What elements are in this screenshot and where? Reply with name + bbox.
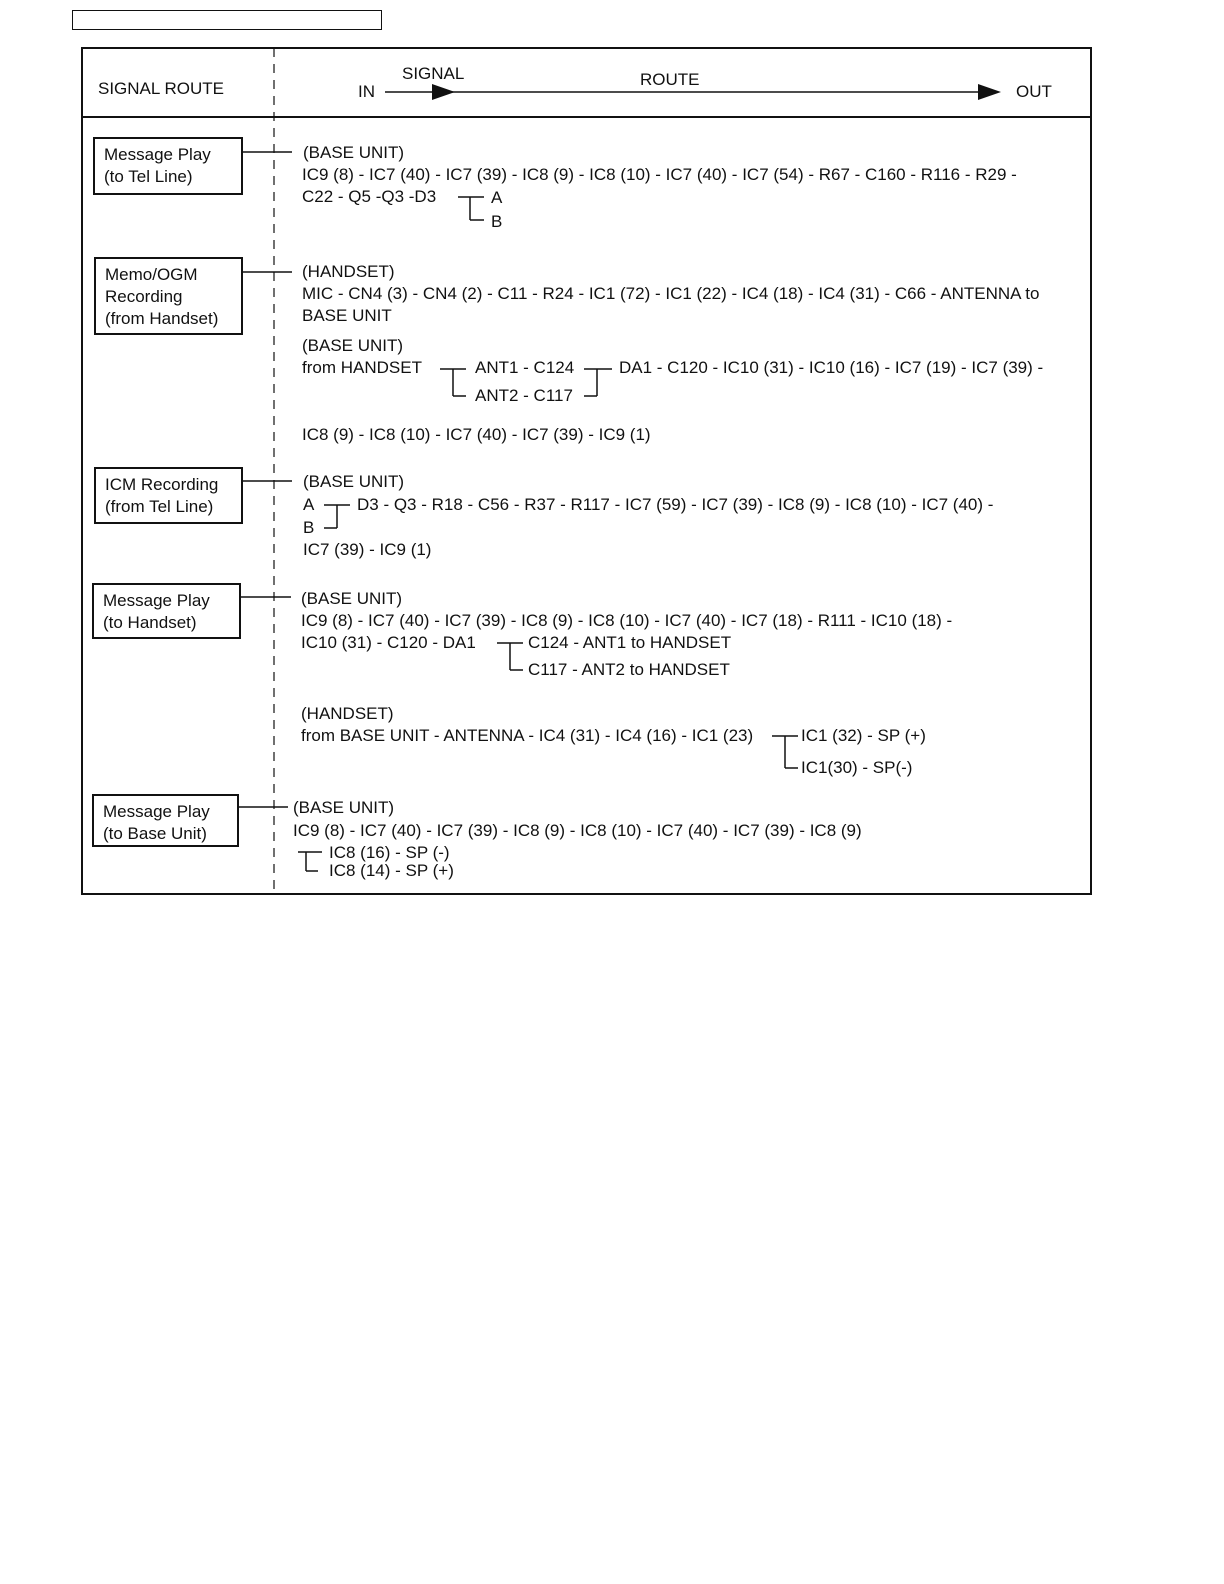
route-line: from BASE UNIT - ANTENNA - IC4 (31) - IC4 (16) - IC1 (23) bbox=[301, 726, 754, 745]
route-line: BASE UNIT bbox=[302, 306, 392, 325]
signal-label: SIGNAL bbox=[402, 64, 465, 83]
branch-ant2: ANT2 - C117 bbox=[475, 386, 573, 405]
route-line: MIC - CN4 (3) - CN4 (2) - C11 - R24 - IC1 (72) - IC1 (22) - IC4 (18) - IC4 (31) - C66 - ANTENNA to bbox=[302, 284, 1040, 303]
branch-a-label: A bbox=[491, 188, 503, 207]
unit-label: (BASE UNIT) bbox=[303, 143, 405, 162]
route-box-message-play-tel: Message Play (to Tel Line) bbox=[93, 137, 243, 195]
branch-c124: C124 - ANT1 to HANDSET bbox=[528, 633, 732, 652]
branch-a-label: A bbox=[303, 495, 315, 514]
signal-arrowhead bbox=[432, 84, 455, 100]
route-line: DA1 - C120 - IC10 (31) - IC10 (16) - IC7 (19) - IC7 (39) - bbox=[619, 358, 1044, 377]
route-line: IC8 (9) - IC8 (10) - IC7 (40) - IC7 (39) - IC9 (1) bbox=[302, 425, 651, 444]
unit-label: (BASE UNIT) bbox=[301, 589, 403, 608]
route-line: IC9 (8) - IC7 (40) - IC7 (39) - IC8 (9) - IC8 (10) - IC7 (40) - IC7 (39) - IC8 (9) bbox=[293, 821, 862, 840]
route-line: IC9 (8) - IC7 (40) - IC7 (39) - IC8 (9) - IC8 (10) - IC7 (40) - IC7 (54) - R67 - C160 - R116 - R29 - bbox=[302, 165, 1017, 184]
branch-ant1: ANT1 - C124 bbox=[475, 358, 575, 377]
unit-label: (BASE UNIT) bbox=[303, 472, 405, 491]
unit-label: (BASE UNIT) bbox=[302, 336, 404, 355]
signal-route-header: SIGNAL ROUTE bbox=[98, 79, 224, 98]
branch-b-label: B bbox=[491, 212, 503, 231]
unit-label: (HANDSET) bbox=[301, 704, 394, 723]
route-line: IC9 (8) - IC7 (40) - IC7 (39) - IC8 (9) - IC8 (10) - IC7 (40) - IC7 (18) - R111 - IC10 (18) - bbox=[301, 611, 953, 630]
route-label: ROUTE bbox=[640, 70, 700, 89]
out-arrowhead bbox=[978, 84, 1001, 100]
branch-c117: C117 - ANT2 to HANDSET bbox=[528, 660, 730, 679]
route-line: D3 - Q3 - R18 - C56 - R37 - R117 - IC7 (59) - IC7 (39) - IC8 (9) - IC8 (10) - IC7 (40) - bbox=[357, 495, 994, 514]
route-line: C22 - Q5 -Q3 -D3 bbox=[302, 187, 437, 206]
branch-sp-minus: IC1(30) - SP(-) bbox=[801, 758, 913, 777]
unit-label: (HANDSET) bbox=[302, 262, 395, 281]
route-box-message-play-base: Message Play (to Base Unit) bbox=[92, 794, 239, 847]
branch-sp-minus: IC8 (16) - SP (-) bbox=[329, 843, 450, 862]
route-line: IC10 (31) - C120 - DA1 bbox=[301, 633, 476, 652]
branch-sp-plus: IC8 (14) - SP (+) bbox=[329, 861, 454, 880]
in-label: IN bbox=[358, 82, 375, 101]
route-box-message-play-handset: Message Play (to Handset) bbox=[92, 583, 241, 639]
route-line: from HANDSET bbox=[302, 358, 422, 377]
branch-sp-plus: IC1 (32) - SP (+) bbox=[801, 726, 926, 745]
unit-label: (BASE UNIT) bbox=[293, 798, 395, 817]
branch-b-label: B bbox=[303, 518, 315, 537]
route-box-memo-ogm: Memo/OGM Recording (from Handset) bbox=[94, 257, 243, 335]
out-label: OUT bbox=[1016, 82, 1052, 101]
route-line: IC7 (39) - IC9 (1) bbox=[303, 540, 432, 559]
route-box-icm-recording: ICM Recording (from Tel Line) bbox=[94, 467, 243, 524]
